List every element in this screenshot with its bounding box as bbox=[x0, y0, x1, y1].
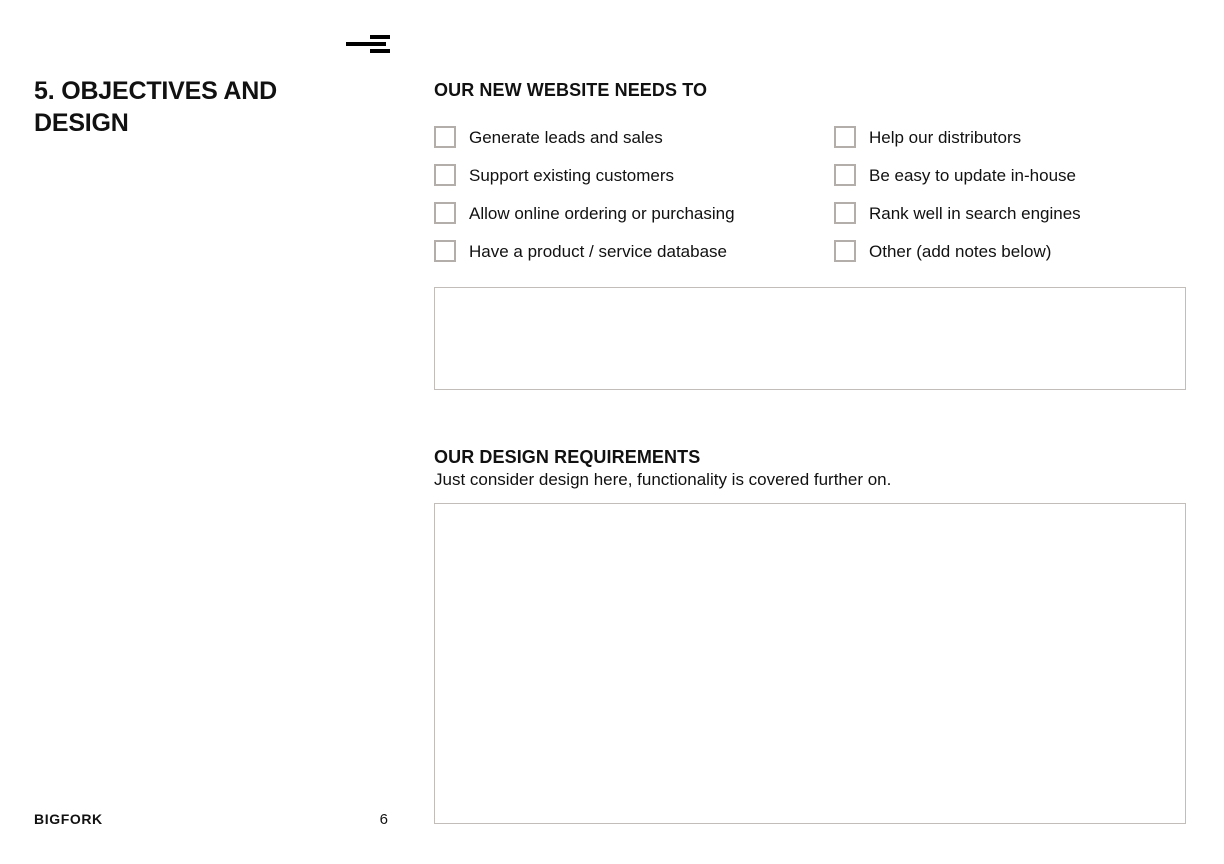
page-number: 6 bbox=[379, 811, 388, 828]
checkbox-icon[interactable] bbox=[834, 126, 856, 148]
main-content bbox=[434, 0, 1186, 864]
logo-bar-short-top bbox=[370, 35, 390, 39]
checkbox-icon[interactable] bbox=[434, 202, 456, 224]
checkbox-row-easy-update[interactable] bbox=[834, 156, 1186, 194]
logo-bar-long bbox=[346, 42, 386, 46]
checkbox-icon[interactable] bbox=[834, 240, 856, 262]
checkbox-label: Be easy to update in-house bbox=[869, 165, 1076, 185]
design-requirements-textarea[interactable] bbox=[434, 503, 1186, 824]
checkbox-icon[interactable] bbox=[434, 126, 456, 148]
checkbox-row-product-database[interactable] bbox=[434, 232, 834, 270]
other-notes-textarea[interactable] bbox=[434, 287, 1186, 390]
checkbox-row-online-ordering[interactable] bbox=[434, 194, 834, 232]
checkbox-icon[interactable] bbox=[834, 164, 856, 186]
checkbox-row-generate-leads[interactable] bbox=[434, 118, 834, 156]
checkbox-icon[interactable] bbox=[834, 202, 856, 224]
logo-bar-short-bottom bbox=[370, 49, 390, 53]
checkbox-label: Help our distributors bbox=[869, 127, 1022, 147]
checkbox-label: Have a product / service database bbox=[469, 241, 727, 261]
checkbox-row-help-distributors[interactable] bbox=[834, 118, 1186, 156]
checkbox-label: Other (add notes below) bbox=[869, 241, 1052, 261]
checkbox-row-search-engines[interactable] bbox=[834, 194, 1186, 232]
checkbox-label: Support existing customers bbox=[469, 165, 675, 185]
checkbox-icon[interactable] bbox=[434, 240, 456, 262]
design-requirements-subheading: Just consider design here, functionality is covered further on. bbox=[434, 470, 892, 489]
website-needs-checkbox-grid bbox=[434, 118, 1186, 270]
checkbox-row-support-customers[interactable] bbox=[434, 156, 834, 194]
checkbox-label: Rank well in search engines bbox=[869, 203, 1081, 223]
checkbox-icon[interactable] bbox=[434, 164, 456, 186]
page-title: 5. OBJECTIVES AND DESIGN bbox=[34, 77, 277, 137]
bigfork-bars-icon bbox=[346, 33, 392, 55]
footer-brand: BIGFORK bbox=[34, 811, 103, 827]
checkbox-label: Generate leads and sales bbox=[469, 127, 663, 147]
design-requirements-heading: OUR DESIGN REQUIREMENTS bbox=[434, 447, 701, 467]
checkbox-label: Allow online ordering or purchasing bbox=[469, 203, 735, 223]
checkbox-row-other[interactable] bbox=[834, 232, 1186, 270]
needs-heading: OUR NEW WEBSITE NEEDS TO bbox=[434, 80, 708, 100]
